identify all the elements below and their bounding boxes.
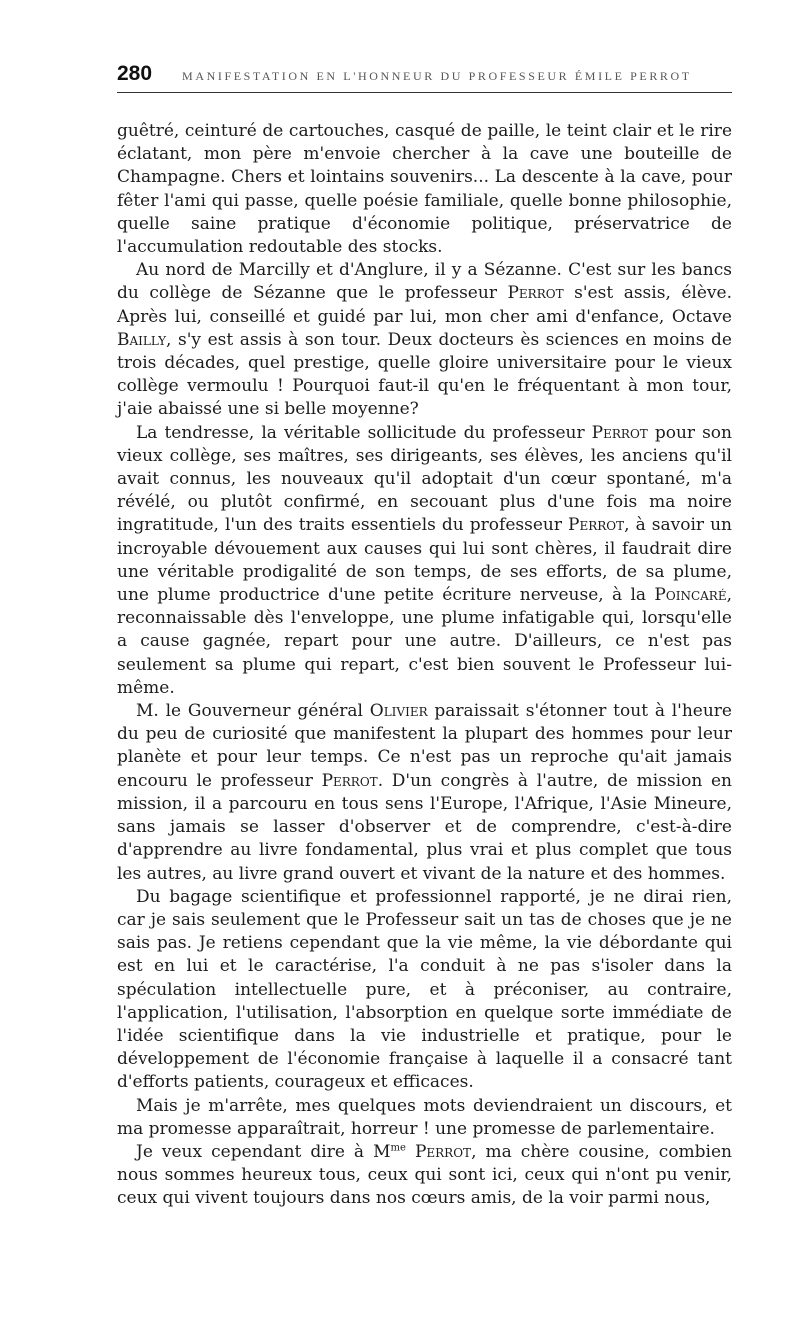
body-text — [117, 120, 732, 1211]
text-run: , ma chère cousine, combien nous sommes heureux tous, ceux qui sont ici, ceux qui n'ont pu venir, ceux qui vivent toujours dans nos cœurs amis, de la voir parmi nous, — [117, 1141, 733, 1209]
page-number: 280 — [117, 62, 153, 85]
text-run: La tendresse, la véritable sollicitude du professeur — [136, 422, 592, 443]
text-run: M. le Gouverneur général — [136, 701, 370, 722]
paragraph-5: Du bagage scientifique et professionnel rapporté, je ne dirai rien, car je sais seulement que le Professeur sait un tas de choses que je ne sais pas. Je retiens cependant que la vie même, la vie débordante qui est en lui et le caractérise, l'a conduit à ne pas s'isoler dans la spéculation intellectuelle pure, et à préconiser, au contraire, l'application, l'utilisation, l'absorption en quelque sorte immédiate de l'idée scientifique dans la vie industrielle et pratique, pour le développement de l'économie française à laquelle il a consacré tant d'efforts patients, courageux et efficaces. — [117, 886, 732, 1093]
person-name: Perrot — [414, 1141, 472, 1162]
text-run: , s'y est assis à son tour. Deux docteurs ès sciences en moins de trois décades, quel prestige, quelle gloire universitaire pour le vieux collège vermoulu ! Pourquoi faut-il qu'en le fréquentant à mon tour, j'aie abaissé une si belle moyenne? — [117, 329, 732, 420]
text-run: Au nord de Marcilly et d'Anglure, il y a Sézanne. C'est sur les bancs du collège de Sézanne que le professeur — [117, 260, 732, 304]
paragraph-3 — [117, 422, 732, 700]
text-run: Je veux cependant dire à M — [136, 1141, 391, 1162]
paragraph-4 — [117, 700, 732, 886]
person-name: Perrot — [507, 283, 564, 304]
text-run: paraissait s'étonner tout à l'heure du peu de curiosité que manifestent la plupart des hommes pour leur planète et pour leur temps. Ce n'est pas un reproche qu'ait jamais encouru le professeur — [117, 701, 732, 791]
paragraph-6: Mais je m'arrête, mes quelques mots deviendraient un discours, et ma promesse apparaîtrait, horreur ! une promesse de parlementaire. — [117, 1095, 732, 1139]
page-header — [117, 62, 732, 93]
paragraph-2 — [117, 259, 732, 421]
person-name: Perrot — [321, 770, 378, 791]
person-name: Poincaré — [654, 585, 727, 606]
text-run: , à savoir un incroyable dévouement aux causes qui lui sont chères, il faudrait dire une véritable prodigalité de son temps, de ses efforts, de sa plume, une plume productrice d'une petite écriture nerveuse, à la — [117, 515, 732, 606]
person-name: Bailly — [117, 329, 166, 350]
text-run: s'est assis, élève. Après lui, conseillé et guidé par lui, mon cher ami d'enfance, Octave — [117, 283, 733, 327]
text-run: , reconnaissable dès l'enveloppe, une plume infatigable qui, lorsqu'elle a cause gagnée, repart pour une autre. D'ailleurs, ce n'est pas seulement sa plume qui repart, c'est bien souvent le Professeur lui-même. — [117, 585, 732, 698]
text-run: . D'un congrès à l'autre, de mission en mission, il a parcouru en tous sens l'Europe, l'Afrique, l'Asie Mineure, sans jamais se lasser d'observer et de comprendre, c'est-à-dire d'apprendre au livre fondamental, plus vrai et plus complet que tous les autres, au livre grand ouvert et vivant de la nature et des hommes. — [117, 770, 732, 884]
text-run: pour son vieux collège, ses maîtres, ses dirigeants, ses élèves, les anciens qu'il avait connus, les nouveaux qu'il adoptait d'un cœur spontané, m'a révélé, ou plutôt confirmé, en secouant plus d'une fois ma noire ingratitude, l'un des traits essentiels du professeur — [117, 422, 732, 536]
person-name: Olivier — [369, 701, 428, 722]
superscript: me — [390, 1142, 406, 1154]
paragraph-1: guêtré, ceinturé de cartouches, casqué de paille, le teint clair et le rire éclatant, mon père m'envoie chercher à la cave une bouteille de Champagne. Chers et lointains souvenirs... La descente à la cave, pour fêter l'ami qui passe, quelle poésie familiale, quelle bonne philosophie, quelle saine pratique d'économie politique, préservatrice de l'accumulation redoutable des stocks. — [117, 121, 732, 258]
paragraph-7 — [117, 1141, 732, 1211]
running-title: MANIFESTATION EN L'HONNEUR DU PROFESSEUR ÉMILE PERROT — [182, 69, 692, 83]
person-name: Perrot — [568, 515, 625, 536]
person-name: Perrot — [591, 422, 648, 443]
